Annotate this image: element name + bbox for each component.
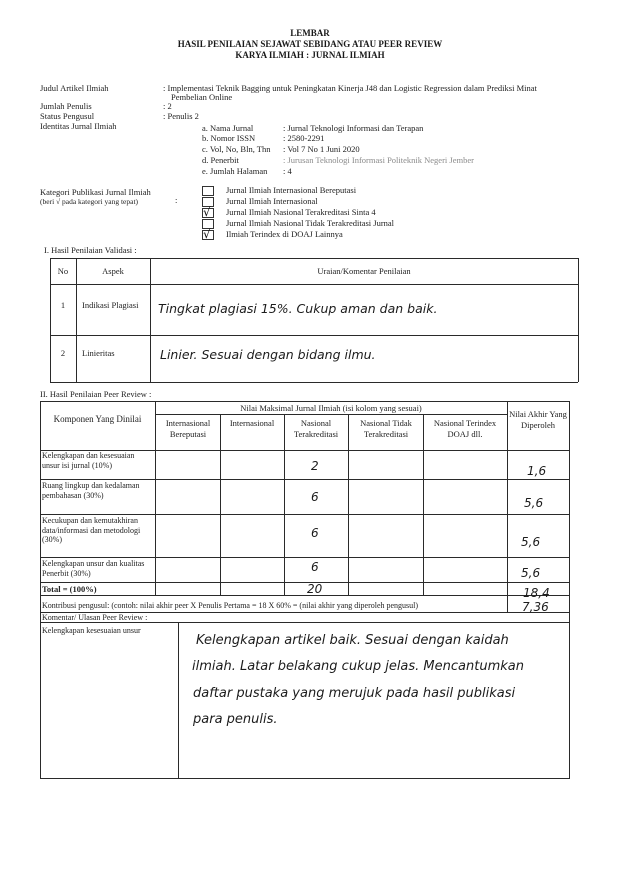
nasional-score: 2 xyxy=(311,459,319,473)
header-line-3: KARYA ILMIAH : JURNAL ILMIAH xyxy=(235,50,385,60)
subcol-header: Internasional xyxy=(229,418,275,428)
kategori-label: Kategori Publikasi Jurnal Ilmiah xyxy=(40,187,151,197)
komentar-line: Kelengkapan artikel baik. Sesuai dengan kaidah xyxy=(196,633,509,648)
field-label: e. Jumlah Halaman xyxy=(202,166,268,176)
field-label: d. Penerbit xyxy=(202,155,239,165)
nasional-score: 6 xyxy=(311,490,319,504)
check-mark-icon: √ xyxy=(203,227,211,241)
jumlah-penulis-label: Jumlah Penulis xyxy=(40,101,92,111)
komponen-label: Ruang lingkup dan kedalaman pembahasan (30%) xyxy=(42,481,140,500)
field-value: : 4 xyxy=(283,166,292,176)
field-label: b. Nomor ISSN xyxy=(202,133,256,143)
komentar-label: Komentar/ Ulasan Peer Review : xyxy=(42,613,148,622)
komponen-label: Kelengkapan dan kesesuaian unsur isi jurnal (10%) xyxy=(42,451,135,470)
field-value: : Vol 7 No 1 Juni 2020 xyxy=(283,144,360,154)
field-value: : Jurnal Teknologi Informasi dan Terapan xyxy=(283,123,424,133)
komentar-aspect: Kelengkapan kesesuaian unsur xyxy=(42,626,141,635)
total-akhir: 18,4 xyxy=(523,586,550,600)
akhir-score: 5,6 xyxy=(524,496,544,510)
subcol-header: Nasional Terindex DOAJ dll. xyxy=(433,418,497,439)
status-pengusul-value: : Penulis 2 xyxy=(163,111,199,121)
identitas-jurnal-label: Identitas Jurnal Ilmiah xyxy=(40,121,117,131)
option-label: Jurnal Ilmiah Nasional Tidak Terakreditasi Jurnal xyxy=(226,218,395,228)
kontribusi-value: 7,36 xyxy=(522,600,549,614)
kontribusi-label: Kontribusi pengusul: (contoh: nilai akhir peer X Penulis Pertama = 18 X 60% = (nilai akhir yang diperoleh pengusul) xyxy=(42,601,419,610)
kategori-hint: (beri √ pada kategori yang tepat) xyxy=(40,197,139,206)
col-header-no: No xyxy=(57,266,69,276)
komentar-line: ilmiah. Latar belakang cukup jelas. Mencantumkan xyxy=(192,659,524,674)
judul-label: Judul Artikel Ilmiah xyxy=(40,83,109,93)
komponen-label: Kecukupan dan kemutakhiran data/informasi dan metodologi (30%) xyxy=(42,516,141,544)
header-line-2: HASIL PENILAIAN SEJAWAT SEBIDANG ATAU PEER REVIEW xyxy=(177,39,443,49)
nasional-score: 6 xyxy=(311,526,319,540)
check-mark-icon: √ xyxy=(203,205,211,219)
subcol-header: Nasional Tidak Terakreditasi xyxy=(360,418,412,439)
judul-value: : Implementasi Teknik Bagging untuk Peningkatan Kinerja J48 dan Logistic Regression dalam Prediksi Minat xyxy=(163,83,537,93)
field-value: : 2580-2291 xyxy=(283,133,325,143)
col-header-akhir: Nilai Akhir Yang Diperoleh xyxy=(509,409,567,430)
total-nasional: 20 xyxy=(307,582,323,596)
section-2-title: II. Hasil Penilaian Peer Review : xyxy=(40,389,152,399)
option-label: Jurnal Ilmiah Nasional Terakreditasi Sinta 4 xyxy=(226,207,376,217)
field-label: a. Nama Jurnal xyxy=(202,123,254,133)
kategori-colon: : xyxy=(175,195,178,205)
akhir-score: 5,6 xyxy=(521,535,541,549)
row-aspek: Linieritas xyxy=(82,348,115,358)
akhir-score: 5,6 xyxy=(521,566,541,580)
total-label: Total = (100%) xyxy=(42,584,97,594)
komponen-label: Kelengkapan unsur dan kualitas Penerbit (30%) xyxy=(42,559,145,578)
header-line-1: LEMBAR xyxy=(290,28,330,38)
checkbox-international-reputable[interactable] xyxy=(202,186,214,196)
jumlah-penulis-value: : 2 xyxy=(163,101,172,111)
option-label: Jurnal Ilmiah Internasional Bereputasi xyxy=(226,185,357,195)
col-header-komponen: Komponen Yang Dinilai xyxy=(53,414,142,424)
akhir-score: 1,6 xyxy=(527,464,547,478)
section-1-title: I. Hasil Penilaian Validasi : xyxy=(44,245,137,255)
judul-value-cont: Pembelian Online xyxy=(171,92,233,102)
row-aspek: Indikasi Plagiasi xyxy=(82,300,139,310)
subcol-header: Internasional Bereputasi xyxy=(165,418,211,439)
option-label: Ilmiah Terindex di DOAJ Lainnya xyxy=(226,229,343,239)
field-label: c. Vol, No, Bln, Thn xyxy=(202,144,271,154)
row-no: 2 xyxy=(60,348,66,358)
status-pengusul-label: Status Pengusul xyxy=(40,111,95,121)
row-no: 1 xyxy=(60,300,66,310)
komentar-line: para penulis. xyxy=(193,712,278,727)
komentar-line: daftar pustaka yang merujuk pada hasil publikasi xyxy=(193,686,516,701)
nasional-score: 6 xyxy=(311,560,319,574)
row-comment: Linier. Sesuai dengan bidang ilmu. xyxy=(160,347,376,362)
col-header-aspek: Aspek xyxy=(102,266,124,276)
col-header-uraian: Uraian/Komentar Penilaian xyxy=(317,266,411,276)
subcol-header: Nasional Terakreditasi xyxy=(293,418,339,439)
col-header-group: Nilai Maksimal Jurnal Ilmiah (isi kolom yang sesuai) xyxy=(240,403,422,413)
row-comment: Tingkat plagiasi 15%. Cukup aman dan baik. xyxy=(158,301,438,316)
option-label: Jurnal Ilmiah Internasional xyxy=(226,196,318,206)
field-value: : Jurusan Teknologi Informasi Politeknik Negeri Jember xyxy=(283,155,474,165)
